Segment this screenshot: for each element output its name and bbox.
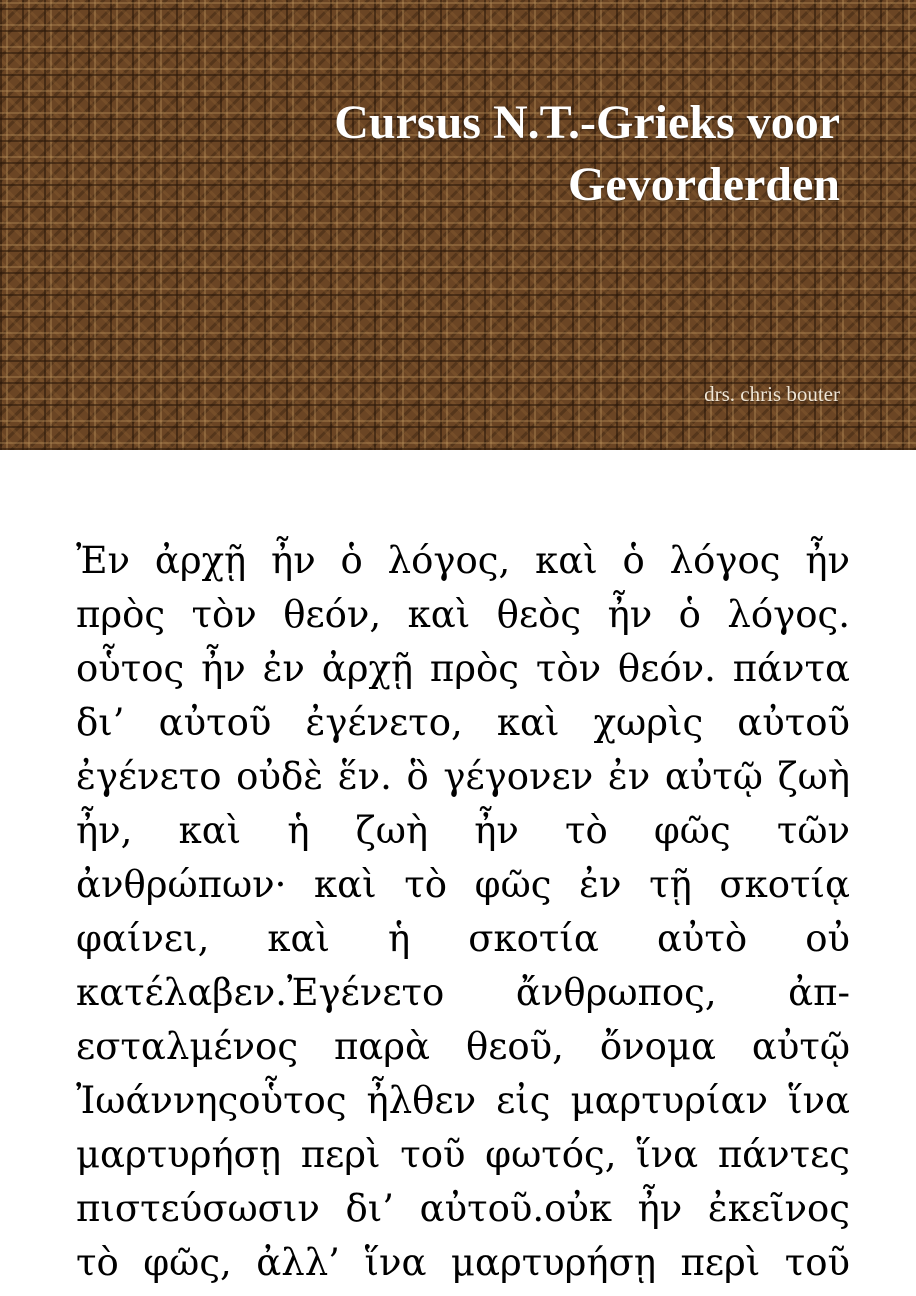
greek-text-line: ἀνθρώπων· καὶ τὸ φῶς ἐν τῇ σκοτίᾳ bbox=[76, 863, 850, 906]
greek-text-line: οὗτος ἦν ἐν ἀρχῇ πρὸς τὸν θεόν. πάντα bbox=[76, 647, 850, 690]
greek-text-line: Ἰωάννηςοὗτος ἦλθεν εἰς μαρτυρίαν ἵνα bbox=[76, 1079, 850, 1122]
greek-text-line: δι’ αὐτοῦ ἐγένετο, καὶ χωρὶς αὐτοῦ bbox=[76, 701, 850, 744]
greek-text-line: πιστεύσωσιν δι’ αὐτοῦ.οὐκ ἦν ἐκεῖνος bbox=[76, 1187, 850, 1230]
book-title bbox=[140, 92, 840, 216]
greek-text-line: Ἐν ἀρχῇ ἦν ὁ λόγος, καὶ ὁ λόγος ἦν bbox=[76, 539, 850, 582]
greek-text-line: τὸ φῶς, ἀλλ’ ἵνα μαρτυρήσῃ περὶ τοῦ bbox=[76, 1241, 850, 1284]
greek-text-line: φαίνει, καὶ ἡ σκοτία αὐτὸ οὐ bbox=[76, 917, 850, 960]
patterned-banner bbox=[0, 0, 916, 450]
book-title-line-2: Gevorderden bbox=[568, 158, 840, 211]
greek-text-block bbox=[76, 534, 850, 1290]
greek-text-line: πρὸς τὸν θεόν, καὶ θεὸς ἦν ὁ λόγος. bbox=[76, 593, 850, 636]
book-title-line-1: Cursus N.T.-Grieks voor bbox=[334, 96, 840, 149]
greek-text-line: εσταλμένος παρὰ θεοῦ, ὄνομα αὐτῷ bbox=[76, 1025, 850, 1068]
greek-text-line: ἐγένετο οὐδὲ ἕν. ὃ γέγονεν ἐν αὐτῷ ζωὴ bbox=[76, 755, 850, 798]
author-name: drs. chris bouter bbox=[704, 382, 840, 406]
greek-text-line: κατέλαβεν.Ἐγένετο ἄνθρωπος, ἀπ- bbox=[76, 971, 850, 1014]
greek-text-line: ἦν, καὶ ἡ ζωὴ ἦν τὸ φῶς τῶν bbox=[76, 809, 850, 852]
greek-text-line: μαρτυρήσῃ περὶ τοῦ φωτός, ἵνα πάντες bbox=[76, 1133, 850, 1176]
